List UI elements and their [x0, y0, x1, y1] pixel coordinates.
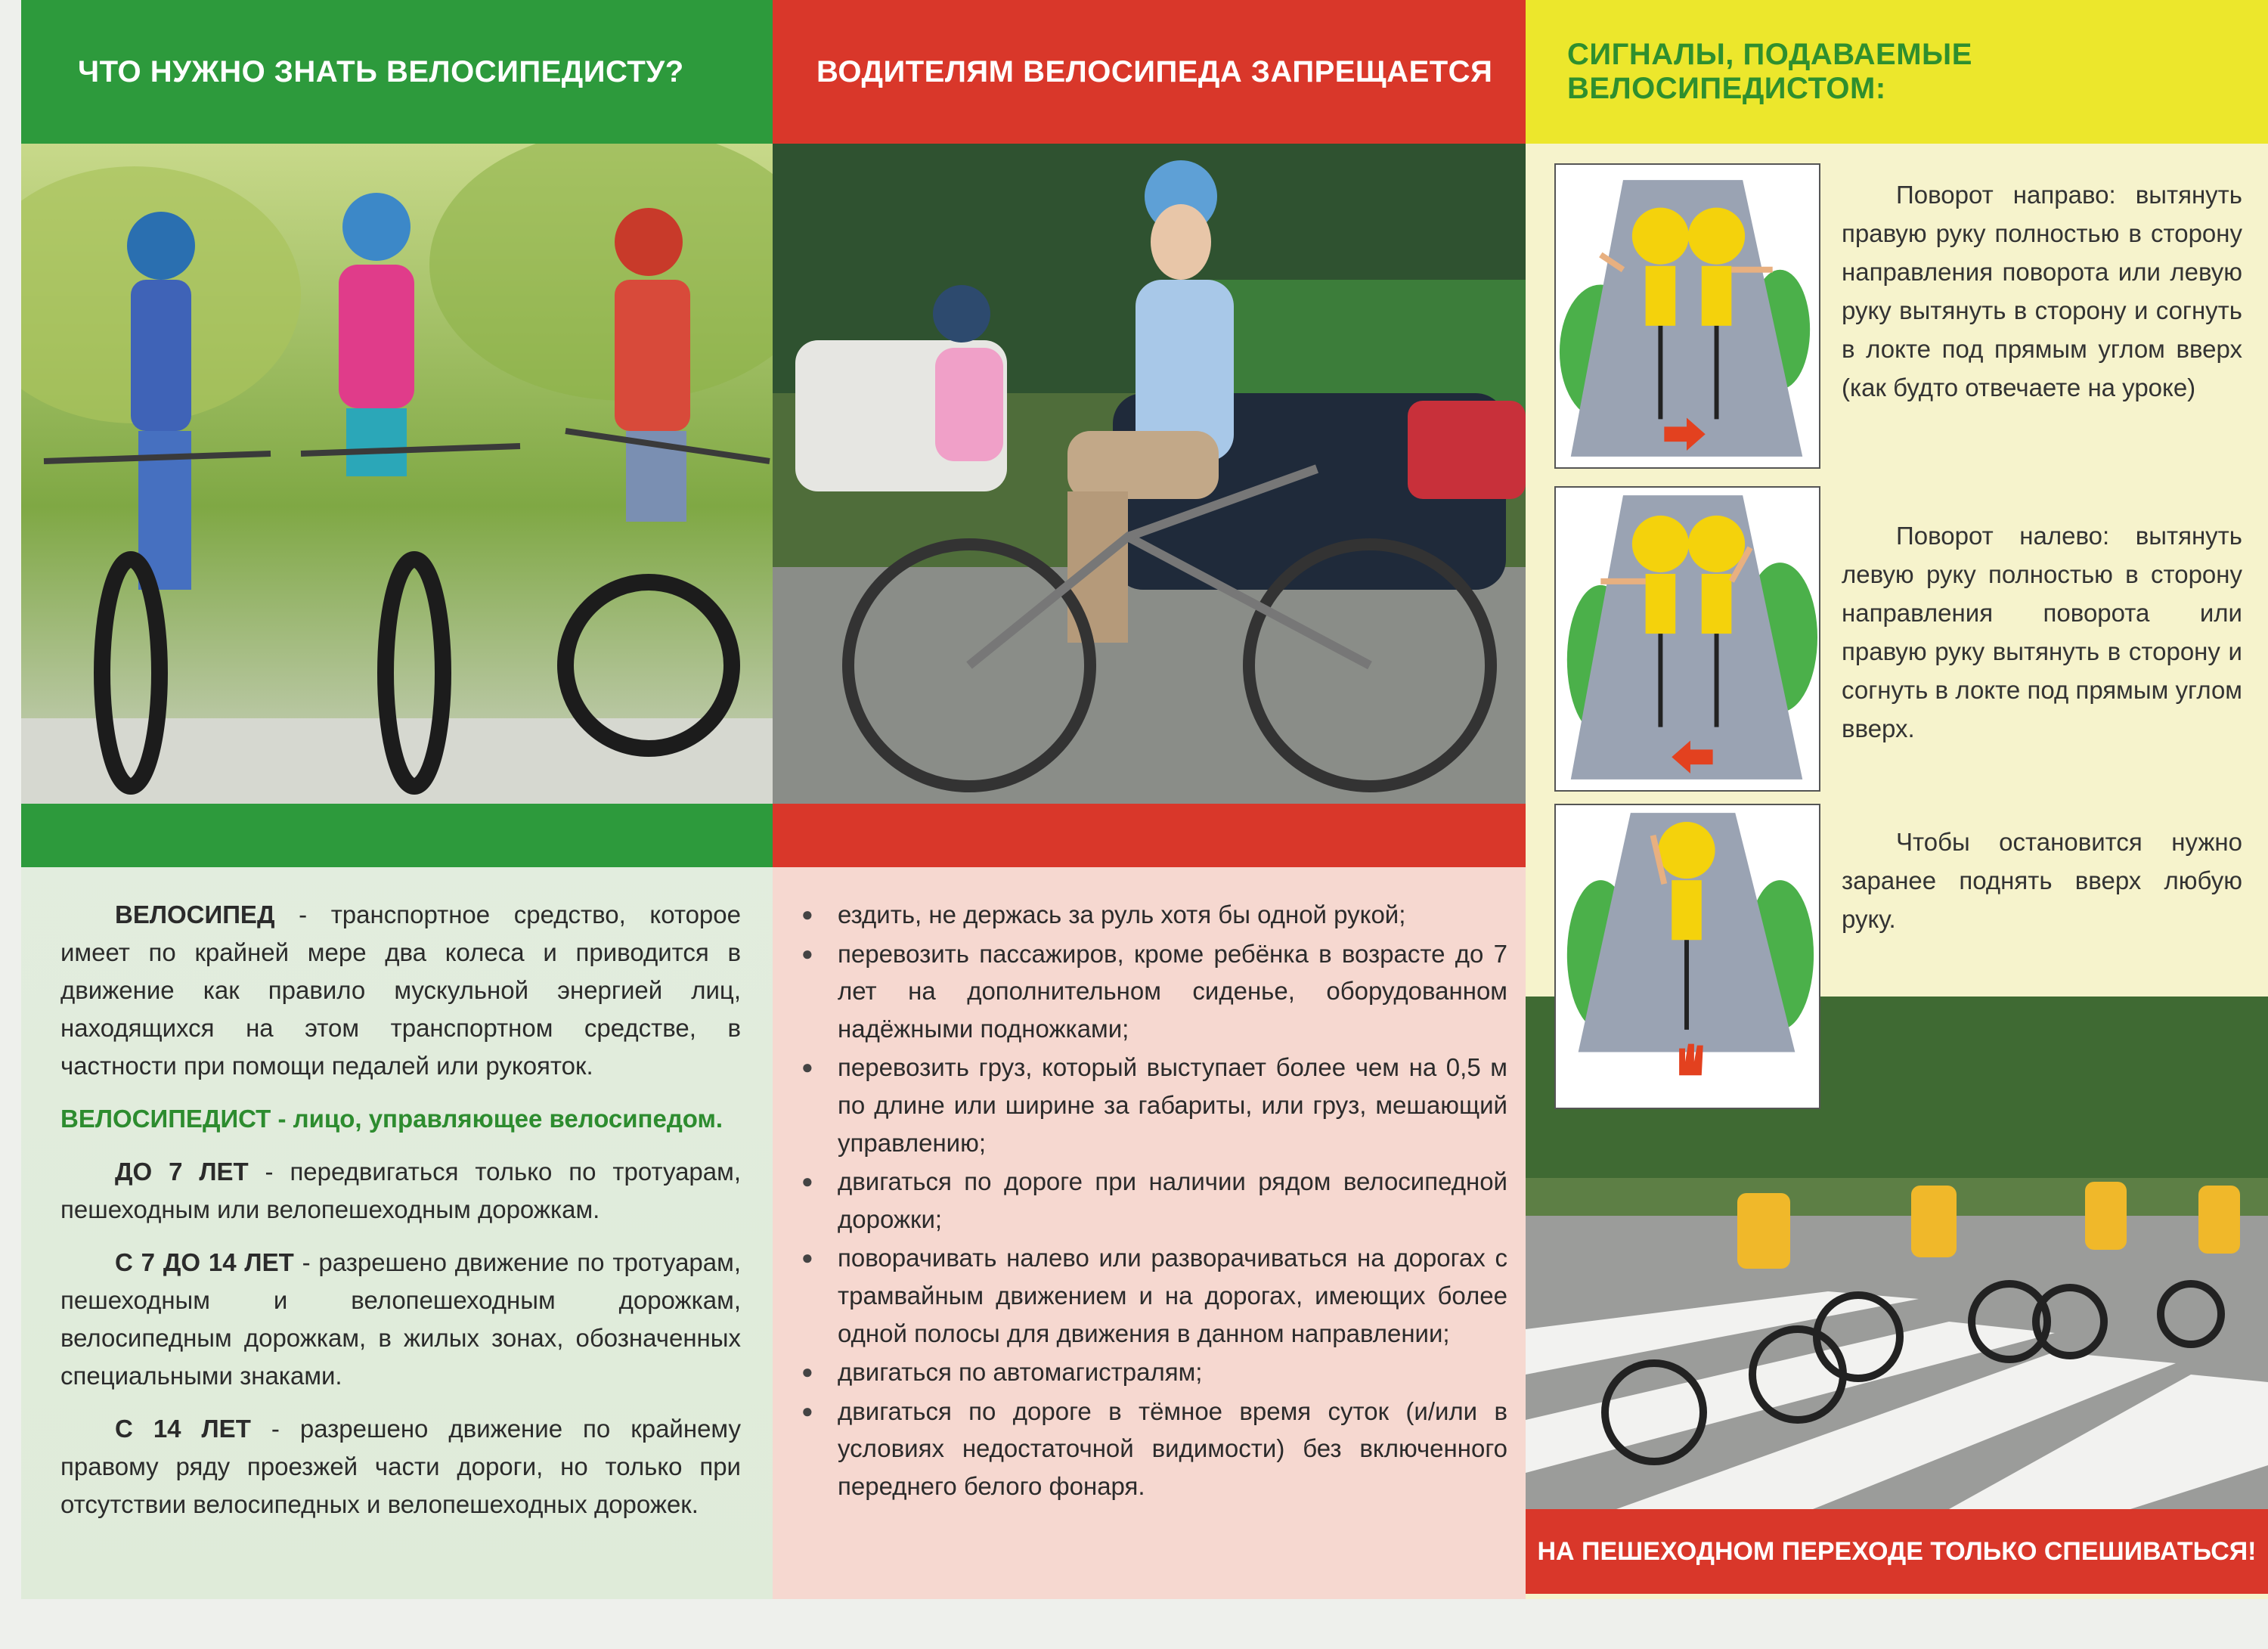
column-prohibitions: [773, 0, 1526, 1599]
prohibition-item: ● двигаться по дороге при наличии рядом велосипедной дорожки;: [798, 1163, 1507, 1238]
col2-heading: ВОДИТЕЛЯМ ВЕЛОСИПЕДА ЗАПРЕЩАЕТСЯ: [773, 0, 1526, 144]
col1-text-block: [60, 896, 741, 1539]
age-under-7: ДО 7 ЛЕТ - передвигаться только по тротуарам, пешеходным или велопешеходным дорожкам.: [60, 1158, 741, 1223]
prohibition-item: ● ездить, не держась за руль хотя бы одной рукой;: [798, 896, 1507, 934]
cyclist-definition: ВЕЛОСИПЕДИСТ - лицо, управляющее велосипедом.: [60, 1105, 723, 1133]
column-signals: [1526, 0, 2268, 1599]
age-from-14: С 14 ЛЕТ - разрешено движение по крайнему правому ряду проезжей части дороги, но только при отсутствии велосипедных и велопешеходных дорожек.: [60, 1415, 741, 1518]
left-turn-signal-illustration: [1554, 486, 1820, 792]
col3-heading: СИГНАЛЫ, ПОДАВАЕМЫЕ ВЕЛОСИПЕДИСТОМ:: [1526, 0, 2268, 144]
prohibition-item: ● перевозить пассажиров, кроме ребёнка в возрасте до 7 лет на дополнительном сиденье, оборудованном надёжными подножками;: [798, 935, 1507, 1048]
col2-red-band: [773, 804, 1526, 867]
prohibition-item: ● двигаться по автомагистралям;: [798, 1353, 1507, 1391]
right-turn-signal-text: Поворот направо: вытянуть правую руку полностью в сторону направления поворота или левую руку вытянуть в сторону и согнуть в локте под прямым углом вверх (как будто отвечаете на уроке): [1842, 181, 2242, 401]
right-turn-signal-illustration: [1554, 163, 1820, 469]
children-with-bicycles-photo: [21, 144, 773, 804]
prohibition-item: ● перевозить груз, который выступает более чем на 0,5 м по длине или ширине за габариты, или груз, мешающий управлению;: [798, 1049, 1507, 1161]
bicycle-definition: ВЕЛОСИПЕД - транспортное средство, которое имеет по крайней мере два колеса и приводится в движение как правило мускульной энергией лиц, находящихся на этом транспортном средстве, в частности при помощи педалей или рукояток.: [60, 900, 741, 1080]
column-cyclist-knowledge: [21, 0, 773, 1599]
stop-signal-text: Чтобы остановится нужно заранее поднять вверх любую руку.: [1842, 828, 2242, 933]
prohibition-item: ● поворачивать налево или разворачиваться на дорогах с трамвайным движением и на дорогах, имеющих более одной полосы для движения в данном направлении;: [798, 1239, 1507, 1352]
crosswalk-warning-banner: НА ПЕШЕХОДНОМ ПЕРЕХОДЕ ТОЛЬКО СПЕШИВАТЬСЯ!: [1526, 1509, 2268, 1594]
left-turn-signal-text: Поворот налево: вытянуть левую руку полностью в сторону направления поворота или правую руку вытянуть в сторону и согнуть в локте под прямым углом вверх.: [1842, 522, 2242, 742]
col2-text-block: [798, 896, 1507, 1507]
age-7-to-14: С 7 ДО 14 ЛЕТ - разрешено движение по тротуарам, пешеходным и велопешеходным дорожкам, велосипедным дорожкам, в жилых зонах, обозначенных специальными знаками.: [60, 1248, 741, 1390]
prohibition-item: ● двигаться по дороге в тёмное время суток (и/или в условиях недостаточной видимости) без включенного переднего белого фонаря.: [798, 1393, 1507, 1505]
stop-signal-illustration: [1554, 804, 1820, 1109]
prohibitions-list: [798, 896, 1507, 1505]
woman-with-child-on-bicycle-photo: [773, 144, 1526, 804]
col1-green-band: [21, 804, 773, 867]
col1-heading: ЧТО НУЖНО ЗНАТЬ ВЕЛОСИПЕДИСТУ?: [21, 0, 773, 144]
